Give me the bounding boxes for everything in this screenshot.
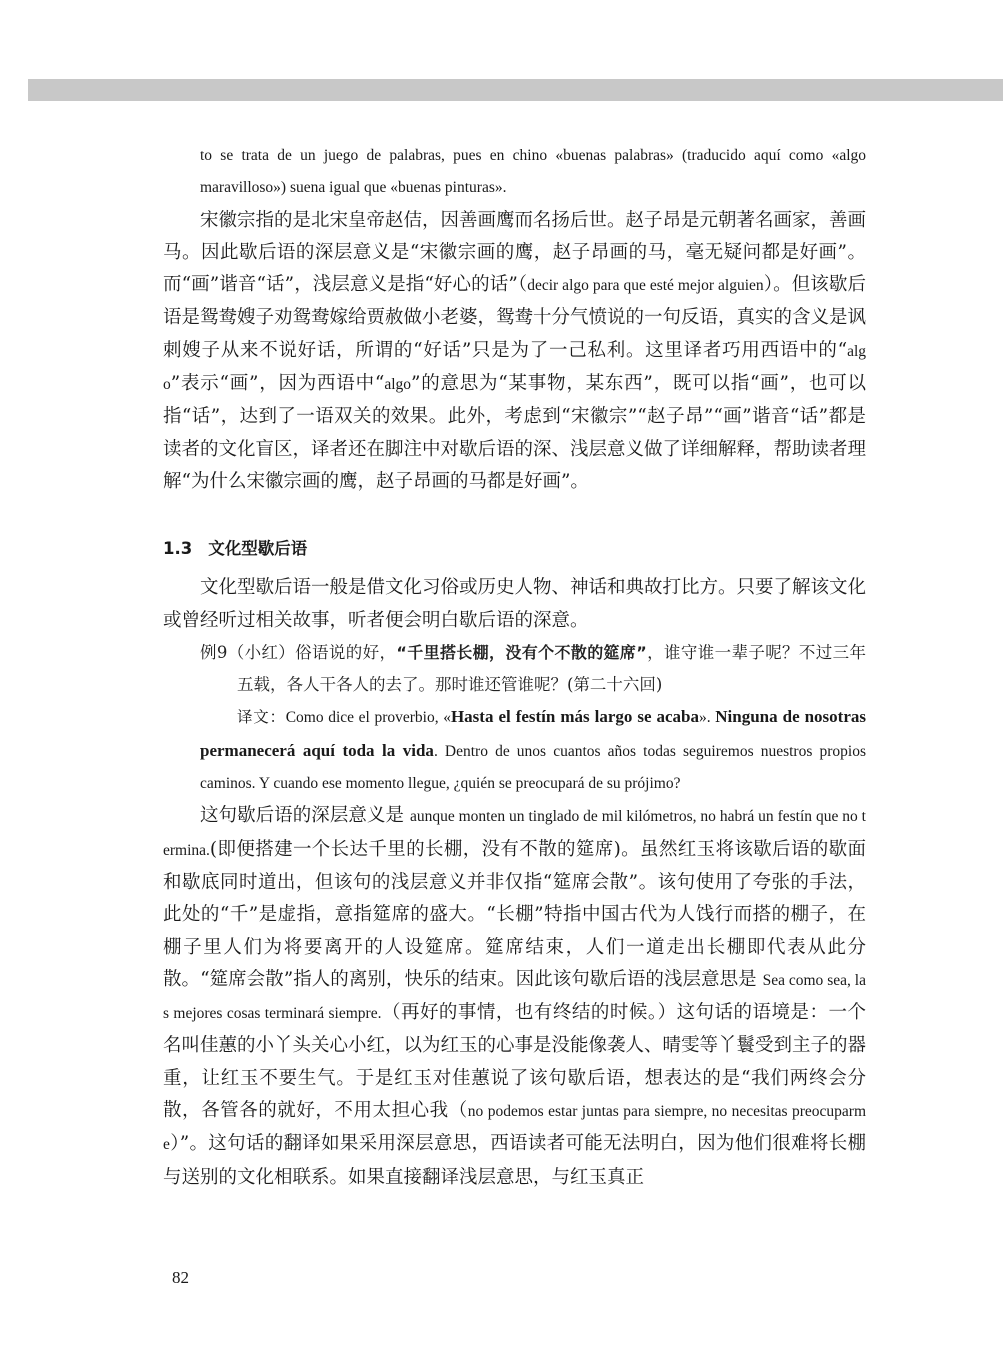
example-label: 例9（小红）俗语说的好，: [200, 642, 397, 662]
latin-text-run: aunque monten un tinglado de mil kilómetros, no habrá un festín que no termina.: [163, 808, 866, 859]
continuation-line: to se trata de un juego de palabras, pues en chino «buenas palabras» (traducido aquí como: [200, 147, 824, 164]
text-run: ）。但该歇后语是鸳鸯嫂子劝鸳鸯嫁给贾赦做小老婆，鸳鸯十分气愤说的一句反语，真实的含义是讽刺嫂子从来不说好话，所谓的“好话”只是为了一己私利。这里译者巧用西语中的“: [163, 274, 867, 361]
example-proverb: “千里搭长棚，没有个不散的筵席”: [396, 642, 647, 662]
translation-label: 译文：: [237, 708, 286, 727]
translation-proverb: Hasta el festín más largo se acaba: [450, 707, 700, 727]
latin-text-run: algo: [163, 342, 866, 394]
section-heading: [163, 536, 866, 562]
section-number: 1.3: [163, 539, 193, 559]
text-run: ）”。这句话的翻译如果采用深层意思，西语读者可能无法明白，因为他们很难将长棚与送别的文化相联系。如果直接翻译浅层意思，与红玉真正: [163, 1133, 866, 1188]
page-number: 82: [172, 1268, 189, 1287]
latin-text-run: decir algo para que esté mejor alguien: [527, 277, 764, 295]
translation-block: [200, 701, 866, 800]
example-9: [200, 637, 866, 702]
text-run: ”的意思为“某事物，某东西”，既可以指“画”，也可以指“话”，达到了一语双关的效果。此外，考虑到“宋徽宗”“赵子昂”“画”谐音“话”都是读者的文化盲区，译者还在脚注中对歇后语的深、浅层意义做了详细解释，帮助读者理解“为什么宋徽宗画的鹰，赵子昂画的马都是好画”。: [163, 373, 867, 492]
text-run: 这句歇后语的深层意义是: [200, 805, 410, 827]
header-bar: [28, 79, 1003, 101]
page-content: [163, 140, 866, 1194]
latin-text-run: Sea como sea, las mejores cosas terminará siempre.: [163, 971, 866, 1023]
paragraph-cultural-intro: 文化型歇后语一般是借文化习俗或历史人物、神话和典故打比方。只要了解该文化或曾经听过相关故事，听者便会明白歇后语的深意。: [163, 577, 867, 631]
text-run: 宋徽宗指的是北宋皇帝赵佶，因善画鹰而名扬后世。赵子昂是元朝著名画家，善画马。因此歇后语的深层意义是“宋徽宗画的鹰，赵子昂画的马，毫无疑问都是好画”。而“画”谐音“话”，浅层意义是指“好心的话”（: [163, 209, 867, 296]
translation-bold-sentence: Ninguna de nosotras permanecerá aquí toda la vida: [200, 707, 866, 760]
continuation-line: «algo maravilloso») suena igual que «buenas pinturas».: [200, 147, 867, 197]
text-run: （再好的事情，也有终结的时候。）这句话的语境是：一个名叫佳蕙的小丫头关心小红，以为红玉的心事是没能像袭人、晴雯等丫鬟受到主子的器重，让红玉不要生气。于是红玉对佳蕙说了该句歇后语，想表达的是“我们两终会分散，各管各的就好，不用太担心我（: [163, 1002, 867, 1122]
text-run: ”表示“画”，因为西语中“: [170, 373, 385, 395]
paragraph-analysis: [163, 800, 866, 1194]
text-run: (即便搭建一个长达千里的长棚，没有不散的筵席)。虽然红玉将该歇后语的歇面和歇底同时道出，但该句的浅层意义并非仅指“筵席会散”。该句使用了夸张的手法，此处的“千”是虚指，意指筵席的盛大。“长棚”特指中国古代为人饯行而搭的棚子，在棚子里人们为将要离开的人设筵席。筵席结束，人们一道走出长棚即代表从此分散。“筵席会散”指人的离别，快乐的结束。因此该句歇后语的浅层意思是: [163, 838, 866, 990]
example-rest: ，谁守谁一辈子呢？不过三年五载，各人干各人的去了。那时谁还管谁呢？(第二十六回): [237, 642, 866, 695]
continuation-paragraph: [200, 140, 866, 205]
latin-text-run: algo: [384, 376, 411, 394]
translation-post: . Dentro de unos cuantos años todas seguiremos nuestros propios caminos. Y cuando ese momento llegue, ¿quién se preocupará de su prójimo?: [200, 742, 866, 793]
latin-text-run: no podemos estar juntas para siempre, no necesitas preocuparme: [163, 1103, 866, 1154]
section-title: 文化型歇后语: [208, 539, 308, 559]
translation-pre: Como dice el proverbio, «: [285, 709, 451, 727]
paragraph-song-huizong: [163, 205, 866, 499]
translation-mid: ».: [699, 709, 716, 727]
